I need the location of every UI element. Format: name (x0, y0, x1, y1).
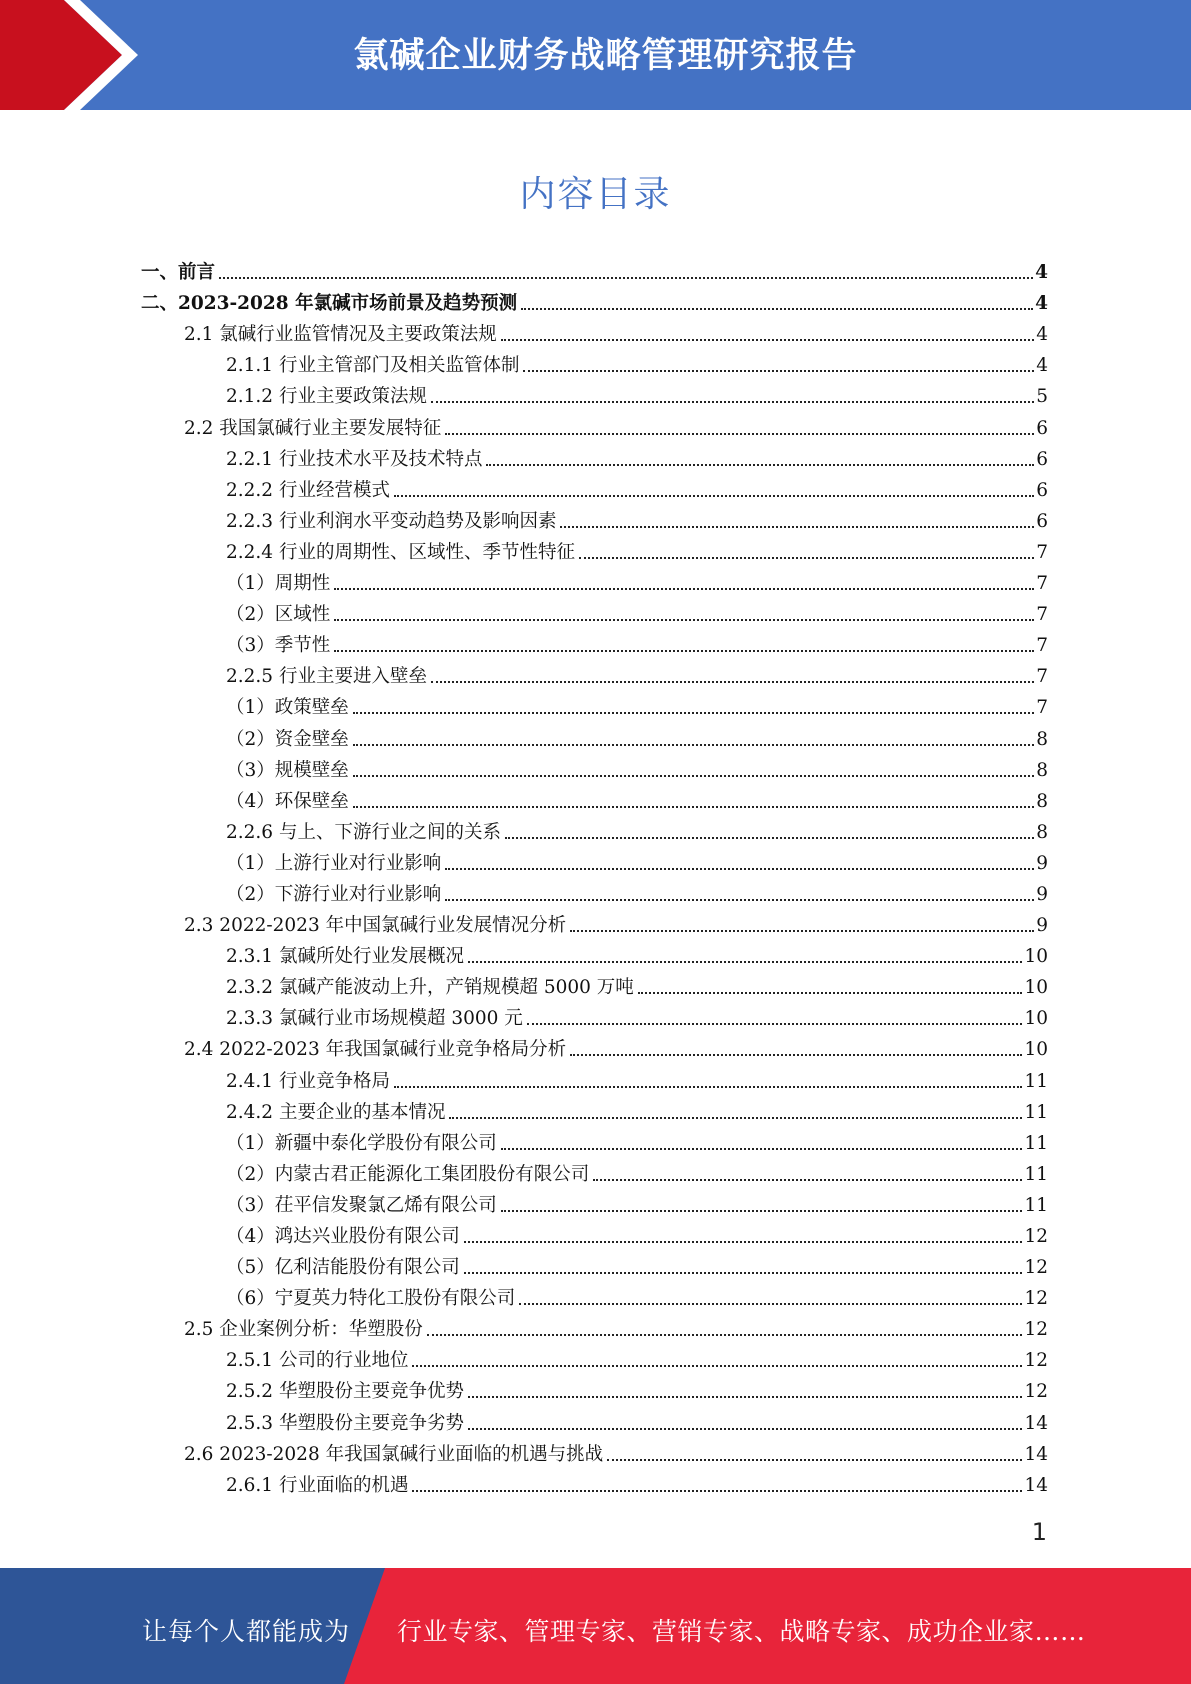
toc-entry[interactable] (0, 876, 1191, 907)
toc-entry-page: 10 (1024, 946, 1048, 968)
toc-entry-label: 2.2.4 行业的周期性、区域性、季节性特征 (226, 541, 575, 563)
toc-entry-label: 2.1.2 行业主要政策法规 (226, 386, 427, 408)
toc-entry[interactable] (0, 503, 1191, 534)
toc-entry-label: 2.4.1 行业竞争格局 (226, 1070, 390, 1092)
toc-entry-page: 11 (1024, 1163, 1048, 1185)
toc-entry[interactable] (0, 752, 1191, 783)
toc-dot-leader (501, 339, 1034, 341)
toc-dot-leader (431, 681, 1034, 683)
toc-entry[interactable] (0, 1436, 1191, 1467)
toc-entry-label: 2.2.3 行业利润水平变动趋势及影响因素 (226, 510, 557, 532)
toc-entry-page: 7 (1036, 541, 1048, 563)
toc-entry-page: 8 (1036, 759, 1048, 781)
toc-dot-leader (445, 433, 1034, 435)
toc-entry[interactable] (0, 1187, 1191, 1218)
toc-entry[interactable] (0, 969, 1191, 1000)
toc-dot-leader (394, 1086, 1022, 1088)
toc-entry-page: 6 (1036, 479, 1048, 501)
toc-entry[interactable] (0, 627, 1191, 658)
toc-entry-label: 2.4.2 主要企业的基本情况 (226, 1101, 446, 1123)
toc-dot-leader (219, 277, 1033, 279)
toc-entry-page: 12 (1024, 1381, 1048, 1403)
toc-dot-leader (607, 1459, 1022, 1461)
toc-entry-page: 11 (1024, 1194, 1048, 1216)
toc-entry-label: （2）下游行业对行业影响 (226, 883, 442, 905)
toc-entry[interactable] (0, 1218, 1191, 1249)
toc-entry[interactable] (0, 347, 1191, 378)
toc-entry-page: 12 (1024, 1226, 1048, 1247)
toc-dot-leader (464, 1272, 1023, 1274)
toc-entry-label: 一、前言 (141, 262, 216, 284)
toc-entry[interactable] (0, 720, 1191, 751)
toc-entry[interactable] (0, 378, 1191, 409)
toc-entry[interactable] (0, 658, 1191, 689)
toc-entry[interactable] (0, 472, 1191, 503)
toc-entry-page: 9 (1036, 915, 1048, 937)
toc-entry-page: 14 (1024, 1474, 1048, 1496)
report-footer (0, 1568, 1191, 1684)
footer-slogan-right: 行业专家、管理专家、营销专家、战略专家、成功企业家…… (397, 1617, 1086, 1646)
toc-dot-leader (353, 712, 1034, 714)
toc-dot-leader (353, 775, 1034, 777)
toc-entry-label: 2.1 氯碱行业监管情况及主要政策法规 (184, 324, 497, 346)
toc-entry[interactable] (0, 938, 1191, 969)
toc-dot-leader (501, 1210, 1023, 1212)
page-number: 1 (1031, 1518, 1047, 1546)
toc-entry-page: 11 (1024, 1132, 1048, 1154)
toc-dot-leader (449, 1117, 1022, 1119)
toc-dot-leader (521, 308, 1033, 310)
toc-dot-leader (519, 1303, 1022, 1305)
toc-entry-label: （2）区域性 (226, 604, 331, 626)
toc-entry-page: 7 (1036, 635, 1048, 657)
toc-dot-leader (468, 961, 1022, 963)
toc-dot-leader (427, 1334, 1023, 1336)
toc-entry-label: 2.5.3 华塑股份主要竞争劣势 (226, 1412, 464, 1434)
toc-entry-label: 2.3.1 氯碱所处行业发展概况 (226, 946, 464, 968)
toc-dot-leader (445, 899, 1034, 901)
toc-entry-label: （1）新疆中泰化学股份有限公司 (226, 1132, 497, 1154)
toc-entry-label: （5）亿利洁能股份有限公司 (226, 1257, 460, 1279)
toc-dot-leader (486, 464, 1034, 466)
toc-entry-label: （1）政策壁垒 (226, 697, 349, 719)
toc-entry-page: 9 (1036, 883, 1048, 905)
toc-entry[interactable] (0, 565, 1191, 596)
toc-entry-page: 6 (1036, 417, 1048, 439)
toc-entry-page: 6 (1036, 510, 1048, 532)
toc-entry[interactable] (0, 441, 1191, 472)
toc-entry[interactable] (0, 1094, 1191, 1125)
toc-entry[interactable] (0, 1156, 1191, 1187)
toc-entry-page: 7 (1036, 697, 1048, 719)
toc-dot-leader (464, 1241, 1023, 1243)
toc-entry-page: 9 (1036, 852, 1048, 874)
toc-entry-label: （4）鸿达兴业股份有限公司 (226, 1226, 460, 1247)
toc-dot-leader (579, 557, 1034, 559)
toc-entry-page: 8 (1036, 790, 1048, 812)
toc-entry[interactable] (0, 783, 1191, 814)
toc-entry[interactable] (0, 1000, 1191, 1031)
toc-entry-label: （3）茌平信发聚氯乙烯有限公司 (226, 1194, 497, 1216)
toc-entry[interactable] (0, 316, 1191, 347)
toc-dot-leader (570, 1054, 1022, 1056)
table-of-contents (0, 254, 1191, 1498)
toc-entry-label: （4）环保壁垒 (226, 790, 349, 812)
toc-dot-leader (353, 744, 1034, 746)
toc-dot-leader (431, 401, 1034, 403)
toc-entry[interactable] (0, 1280, 1191, 1311)
toc-dot-leader (468, 1428, 1022, 1430)
toc-dot-leader (570, 930, 1034, 932)
toc-entry-label: 2.6 2023-2028 年我国氯碱行业面临的机遇与挑战 (184, 1443, 604, 1465)
toc-entry-page: 12 (1024, 1288, 1048, 1310)
toc-entry-label: 2.4 2022-2023 年我国氯碱行业竞争格局分析 (184, 1039, 567, 1061)
toc-entry[interactable] (0, 1031, 1191, 1062)
toc-entry-label: 2.5.1 公司的行业地位 (226, 1350, 409, 1372)
toc-entry-page: 4 (1035, 262, 1048, 284)
toc-entry[interactable] (0, 1249, 1191, 1280)
toc-entry[interactable] (0, 1311, 1191, 1342)
toc-entry-label: 2.2 我国氯碱行业主要发展特征 (184, 417, 442, 439)
toc-dot-leader (638, 992, 1023, 994)
toc-entry-page: 12 (1024, 1257, 1048, 1279)
toc-dot-leader (505, 837, 1034, 839)
toc-entry-page: 4 (1036, 355, 1048, 377)
toc-entry-label: （1）上游行业对行业影响 (226, 852, 442, 874)
toc-entry[interactable] (0, 1373, 1191, 1404)
toc-entry[interactable] (0, 254, 1191, 285)
toc-entry-page: 7 (1036, 573, 1048, 595)
toc-entry[interactable] (0, 1342, 1191, 1373)
toc-dot-leader (468, 1396, 1022, 1398)
toc-entry-page: 8 (1036, 728, 1048, 750)
toc-entry[interactable] (0, 845, 1191, 876)
toc-entry-label: 2.3 2022-2023 年中国氯碱行业发展情况分析 (184, 915, 567, 937)
toc-dot-leader (334, 619, 1034, 621)
toc-dot-leader (560, 526, 1034, 528)
toc-entry-label: 2.1.1 行业主管部门及相关监管体制 (226, 355, 520, 377)
toc-entry[interactable] (0, 1467, 1191, 1498)
toc-entry-page: 12 (1024, 1350, 1048, 1372)
toc-dot-leader (501, 1148, 1023, 1150)
toc-entry-label: （1）周期性 (226, 573, 331, 595)
toc-entry-label: 二、2023-2028 年氯碱市场前景及趋势预测 (141, 293, 518, 315)
toc-dot-leader (394, 495, 1034, 497)
toc-dot-leader (523, 370, 1034, 372)
toc-entry-page: 11 (1024, 1070, 1048, 1092)
toc-entry-label: 2.5 企业案例分析：华塑股份 (184, 1319, 423, 1341)
toc-entry-label: 2.2.6 与上、下游行业之间的关系 (226, 821, 501, 843)
footer-slogan-left: 让每个人都能成为 (142, 1617, 351, 1646)
toc-entry-label: （6）宁夏英力特化工股份有限公司 (226, 1288, 516, 1310)
toc-entry[interactable] (0, 1125, 1191, 1156)
toc-entry[interactable] (0, 689, 1191, 720)
report-header (0, 0, 1191, 110)
toc-entry[interactable] (0, 1062, 1191, 1093)
toc-entry-label: 2.3.3 氯碱行业市场规模超 3000 元 (226, 1008, 523, 1030)
toc-entry-label: 2.2.2 行业经营模式 (226, 479, 390, 501)
toc-entry-page: 4 (1035, 293, 1048, 315)
toc-entry-page: 8 (1036, 821, 1048, 843)
toc-entry-page: 5 (1036, 386, 1048, 408)
toc-entry-page: 11 (1024, 1101, 1048, 1123)
toc-entry-page: 6 (1036, 448, 1048, 470)
toc-dot-leader (353, 806, 1034, 808)
toc-dot-leader (334, 650, 1034, 652)
toc-entry-page: 4 (1036, 324, 1048, 346)
toc-entry[interactable] (0, 907, 1191, 938)
toc-dot-leader (527, 1023, 1023, 1025)
toc-entry-label: （2）内蒙古君正能源化工集团股份有限公司 (226, 1163, 590, 1185)
toc-entry-label: 2.2.1 行业技术水平及技术特点 (226, 448, 483, 470)
toc-entry-page: 10 (1024, 1039, 1048, 1061)
toc-entry-label: （2）资金壁垒 (226, 728, 349, 750)
report-title: 氯碱企业财务战略管理研究报告 (353, 36, 858, 76)
toc-entry[interactable] (0, 409, 1191, 440)
toc-entry-page: 7 (1036, 666, 1048, 688)
toc-dot-leader (334, 588, 1034, 590)
toc-dot-leader (412, 1490, 1022, 1492)
toc-entry[interactable] (0, 534, 1191, 565)
toc-entry-page: 10 (1024, 977, 1048, 999)
toc-entry-page: 12 (1024, 1319, 1048, 1341)
toc-dot-leader (593, 1179, 1022, 1181)
toc-entry-page: 7 (1036, 604, 1048, 626)
toc-entry-label: （3）规模壁垒 (226, 759, 349, 781)
toc-entry-label: 2.2.5 行业主要进入壁垒 (226, 666, 427, 688)
toc-heading: 内容目录 (519, 174, 672, 215)
toc-entry[interactable] (0, 814, 1191, 845)
toc-entry-label: 2.3.2 氯碱产能波动上升，产销规模超 5000 万吨 (226, 977, 634, 999)
toc-entry-page: 14 (1024, 1443, 1048, 1465)
toc-dot-leader (445, 868, 1034, 870)
toc-entry[interactable] (0, 285, 1191, 316)
toc-dot-leader (412, 1365, 1022, 1367)
toc-entry-label: 2.6.1 行业面临的机遇 (226, 1474, 409, 1496)
toc-entry-page: 14 (1024, 1412, 1048, 1434)
toc-entry-label: （3）季节性 (226, 635, 331, 657)
toc-entry-label: 2.5.2 华塑股份主要竞争优势 (226, 1381, 464, 1403)
toc-entry[interactable] (0, 1404, 1191, 1435)
toc-entry-page: 10 (1024, 1008, 1048, 1030)
toc-entry[interactable] (0, 596, 1191, 627)
